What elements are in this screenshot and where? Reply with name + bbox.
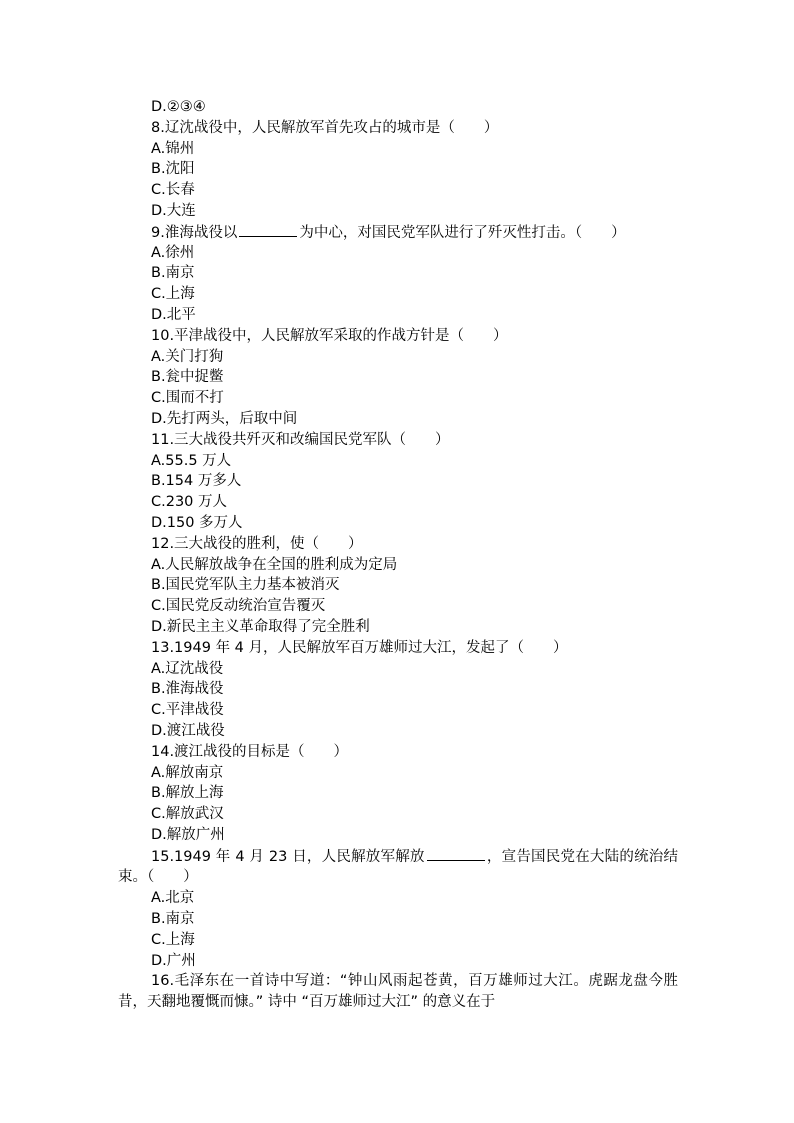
q13-option-c: C.平津战役 [151, 702, 224, 719]
q9-blank [239, 222, 297, 237]
q8-option-c: C.长春 [151, 182, 195, 199]
q13-option-d: D.渡江战役 [151, 722, 225, 739]
q11-option-a: A.55.5 万人 [151, 452, 232, 469]
q15-blank [427, 846, 485, 861]
q7-option-d: D.②③④ [151, 99, 206, 115]
q10-option-b: B.瓮中捉鳖 [151, 369, 224, 386]
q9-stem [118, 222, 678, 243]
q12-option-c: C.国民党反动统治宣告覆灭 [151, 598, 326, 615]
q15-option-d: D.广州 [151, 952, 196, 969]
q12-option-b: B.国民党军队主力基本被消灭 [151, 577, 340, 594]
q15-option-a: A.北京 [151, 890, 195, 907]
q13-option-b: B.淮海战役 [151, 681, 224, 698]
q14-stem: 14.渡江战役的目标是（ ） [151, 743, 349, 760]
q8-option-b: B.沈阳 [151, 161, 195, 178]
q15-stem-part1: 15.1949 年 4 月 23 日，人民解放军解放 [151, 848, 425, 865]
q14-option-c: C.解放武汉 [151, 806, 224, 823]
q12-option-a: A.人民解放战争在全国的胜利成为定局 [151, 556, 398, 573]
q16-stem: 16.毛泽东在一首诗中写道：“钟山风雨起苍黄，百万雄师过大江。虎踞龙盘今胜昔，天翻地覆慨而慷。” 诗中 “百万雄师过大江” 的意义在于 [118, 973, 678, 1011]
q11-option-d: D.150 多万人 [151, 514, 243, 531]
q9-option-c: C.上海 [151, 286, 195, 303]
q10-option-d: D.先打两头，后取中间 [151, 410, 298, 427]
q10-stem: 10.平津战役中，人民解放军采取的作战方针是（ ） [151, 327, 508, 344]
q14-option-a: A.解放南京 [151, 764, 224, 781]
q9-stem-part2: 为中心，对国民党军队进行了歼灭性打击。（ ） [299, 224, 626, 241]
q14-option-d: D.解放广州 [151, 826, 225, 843]
q12-option-d: D.新民主主义革命取得了完全胜利 [151, 618, 370, 635]
q13-stem: 13.1949 年 4 月，人民解放军百万雄师过大江，发起了（ ） [151, 639, 568, 656]
q10-option-c: C.围而不打 [151, 390, 224, 407]
q8-option-a: A.锦州 [151, 140, 195, 157]
q9-option-d: D.北平 [151, 306, 196, 323]
q14-option-b: B.解放上海 [151, 785, 224, 802]
q10-option-a: A.关门打狗 [151, 348, 224, 365]
q9-stem-part1: 9.淮海战役以 [151, 224, 238, 241]
q9-option-b: B.南京 [151, 265, 195, 282]
q11-option-c: C.230 万人 [151, 494, 228, 511]
q15-option-b: B.南京 [151, 911, 195, 928]
q15-option-c: C.上海 [151, 931, 195, 948]
q11-stem: 11.三大战役共歼灭和改编国民党军队（ ） [151, 431, 450, 448]
q15-stem [118, 846, 678, 889]
q13-option-a: A.辽沈战役 [151, 660, 224, 677]
q12-stem: 12.三大战役的胜利，使（ ） [151, 535, 363, 552]
q8-option-d: D.大连 [151, 202, 196, 219]
q11-option-b: B.154 万多人 [151, 473, 242, 490]
q15-stem-part2: ，宣告国民党在大陆的统治结束。（ ） [118, 848, 679, 886]
question-list [118, 97, 678, 1013]
q9-option-a: A.徐州 [151, 244, 195, 261]
q8-stem: 8.辽沈战役中，人民解放军首先攻占的城市是（ ） [151, 119, 499, 136]
